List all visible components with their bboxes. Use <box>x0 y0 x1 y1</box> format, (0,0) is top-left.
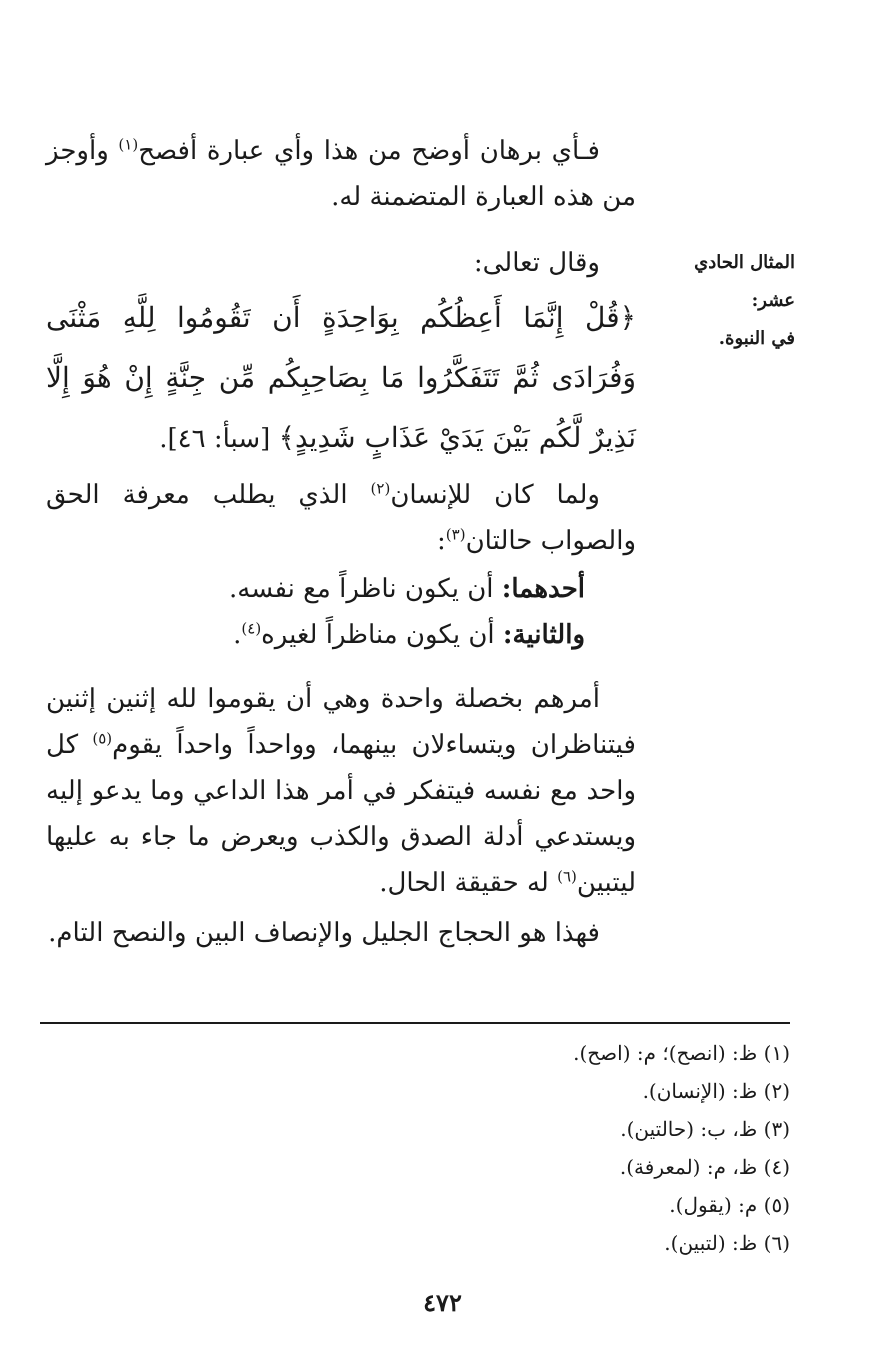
list-item-2-text: أن يكون مناظراً لغيره <box>261 620 503 650</box>
footnote-1: (١) ظ: (انصح)؛ م: (اصح). <box>573 1041 790 1065</box>
footnote-ref-6: (٦) <box>557 867 577 886</box>
footnote-divider <box>40 1022 790 1024</box>
footnote-2: (٢) ظ: (الإنسان). <box>642 1079 790 1103</box>
footnote-ref-4: (٤) <box>241 619 262 638</box>
footnotes <box>440 1034 790 1262</box>
list-item-2-label: والثانية: <box>502 620 585 650</box>
list-item-2 <box>200 612 585 658</box>
page-number: ٤٧٢ <box>423 1288 462 1317</box>
footnote-5: (٥) م: (يقول). <box>669 1193 790 1217</box>
paragraph-4 <box>46 910 636 956</box>
quran-intro-text: وقال تعالى: <box>473 248 600 278</box>
footnote-3: (٣) ظ، ب: (حالتين). <box>620 1117 790 1141</box>
paragraph-1 <box>46 128 636 220</box>
list-item-2-end: . <box>233 620 242 650</box>
paragraph-3 <box>46 676 636 906</box>
paragraph-3-text-a: أمرهم بخصلة واحدة وهي أن يقوموا لله إثنين إثنين فيتناظران ويتساءلان بينهما، وواحداً واحداً يقوم <box>46 684 636 760</box>
footnote-ref-3: (٣) <box>445 525 466 544</box>
list-item-1-text: أن يكون ناظراً مع نفسه. <box>229 574 502 604</box>
paragraph-1-text-b: وأوجز من هذه العبارة المتضمنة له. <box>46 136 636 212</box>
paragraph-2 <box>46 472 636 564</box>
footnote-ref-2: (٢) <box>370 479 391 498</box>
list-item-1 <box>200 566 585 612</box>
paragraph-1-text-a: فـأي برهان أوضح من هذا وأي عبارة أفصح <box>138 136 600 166</box>
quran-verse <box>46 288 636 469</box>
paragraph-3-text-b: كل واحد مع نفسه فيتفكر في أمر هذا الداعي وما يدعو إليه ويستدعي أدلة الصدق والكذب ويعرض ما جاء به عليها ليتبين <box>46 730 636 898</box>
paragraph-4-text: فهذا هو الحجاج الجليل والإنصاف البين والنصح التام. <box>48 918 600 948</box>
footnote-4: (٤) ظ، م: (لمعرفة). <box>619 1155 790 1179</box>
paragraph-2-text-c: : <box>437 526 446 556</box>
quran-verse-text: ﴿قُلْ إِنَّمَا أَعِظُكُم بِوَاحِدَةٍ أَن تَقُومُوا لِلَّهِ مَثْنَى وَفُرَادَى ثُمَّ تَتَفَكَّرُوا مَا بِصَاحِبِكُم مِّن جِنَّةٍ إِنْ هُوَ إِلَّا نَذِيرٌ لَّكُم بَيْنَ يَدَيْ عَذَابٍ شَدِيدٍ﴾ <box>46 301 636 454</box>
list-item-1-label: أحدهما: <box>501 574 585 604</box>
footnote-ref-1: (١) <box>118 135 139 154</box>
paragraph-2-text-b: الذي يطلب معرفة الحق والصواب حالتان <box>46 480 636 556</box>
footnote-ref-5: (٥) <box>92 729 113 748</box>
margin-heading-title: المثال الحادي عشر: <box>694 252 795 311</box>
paragraph-3-text-c: له حقيقة الحال. <box>379 868 558 898</box>
margin-heading <box>650 244 795 358</box>
quran-reference: [سبأ: ٤٦]. <box>159 424 279 454</box>
margin-heading-topic: في النبوة. <box>718 328 795 349</box>
quran-intro <box>46 240 636 286</box>
paragraph-2-text-a: ولما كان للإنسان <box>390 480 600 510</box>
footnote-6: (٦) ظ: (لتبين). <box>664 1231 790 1255</box>
